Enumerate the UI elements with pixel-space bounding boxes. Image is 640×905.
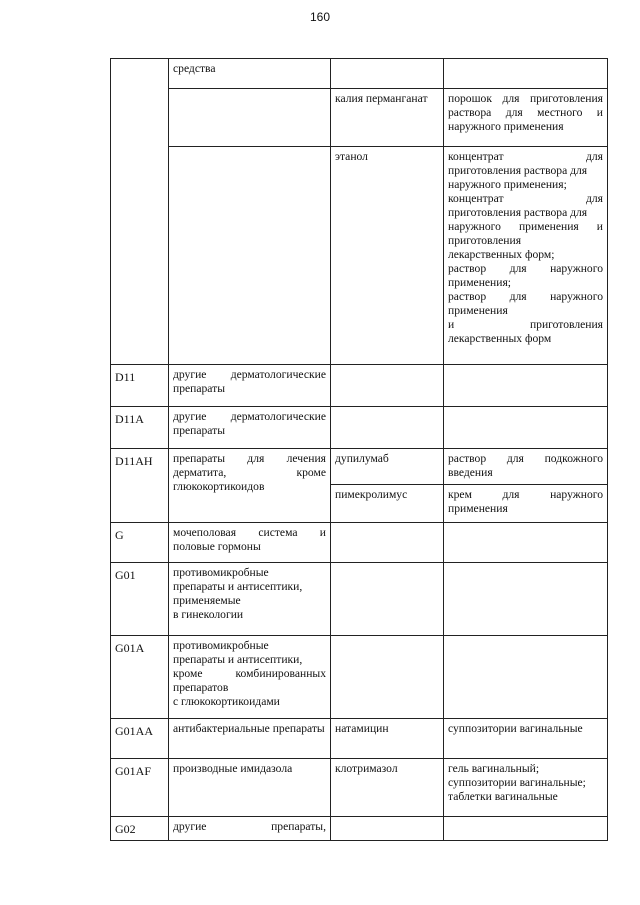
drug-cell bbox=[331, 59, 444, 89]
form-line: раствор для наружного bbox=[448, 262, 603, 275]
form-line: и приготовления bbox=[448, 318, 603, 331]
table-row bbox=[111, 523, 608, 563]
code-cell: G bbox=[111, 523, 169, 563]
form-line: наружного применения и bbox=[448, 220, 603, 233]
form-line: приготовления раствора для bbox=[448, 164, 588, 177]
form-line: применения; bbox=[448, 276, 512, 289]
drug-cell: дупилумаб bbox=[331, 449, 444, 485]
drug-cell bbox=[331, 407, 444, 449]
name-cell: другие дерматологические препараты bbox=[169, 365, 331, 407]
code-cell: G01AA bbox=[111, 719, 169, 759]
drug-cell: этанол bbox=[331, 147, 444, 365]
form-line: лекарственных форм bbox=[448, 332, 552, 345]
name-cell bbox=[169, 89, 331, 147]
name-cell: антибактериальные препараты bbox=[169, 719, 331, 759]
form-cell: раствор для подкожного введения bbox=[444, 449, 608, 485]
name-cell: производные имидазола bbox=[169, 759, 331, 817]
page-number: 160 bbox=[309, 10, 331, 24]
form-cell bbox=[444, 636, 608, 719]
form-line: наружного применения; bbox=[448, 178, 567, 191]
table-row bbox=[111, 59, 608, 89]
form-cell: суппозитории вагинальные bbox=[444, 719, 608, 759]
form-cell: крем для наружного применения bbox=[444, 485, 608, 523]
code-cell: G01AF bbox=[111, 759, 169, 817]
drug-cell bbox=[331, 523, 444, 563]
code-cell: D11 bbox=[111, 365, 169, 407]
drug-cell: натамицин bbox=[331, 719, 444, 759]
drug-cell: пимекролимус bbox=[331, 485, 444, 523]
name-line: в гинекологии bbox=[173, 608, 244, 621]
name-line: противомикробные bbox=[173, 639, 269, 652]
drug-cell bbox=[331, 563, 444, 636]
form-cell bbox=[444, 817, 608, 841]
name-line: препараты и антисептики, bbox=[173, 580, 303, 593]
form-line: приготовления раствора для bbox=[448, 206, 588, 219]
form-cell bbox=[444, 407, 608, 449]
name-cell: мочеполовая система и половые гормоны bbox=[169, 523, 331, 563]
name-cell: другие дерматологические препараты bbox=[169, 407, 331, 449]
table-row bbox=[111, 636, 608, 719]
table-row bbox=[111, 449, 608, 485]
form-cell bbox=[444, 523, 608, 563]
code-cell: D11AH bbox=[111, 449, 169, 523]
table-row bbox=[111, 817, 608, 841]
name-line: препаратов bbox=[173, 681, 229, 694]
drug-cell bbox=[331, 365, 444, 407]
table-row bbox=[111, 563, 608, 636]
code-cell: D11A bbox=[111, 407, 169, 449]
table-row bbox=[111, 719, 608, 759]
form-line: гель вагинальный; bbox=[448, 762, 540, 775]
drug-cell: калия перманганат bbox=[331, 89, 444, 147]
form-line: приготовления bbox=[448, 234, 522, 247]
form-line: раствор для наружного bbox=[448, 290, 603, 303]
table-row bbox=[111, 407, 608, 449]
form-cell bbox=[444, 759, 608, 817]
drug-cell: клотримазол bbox=[331, 759, 444, 817]
code-cell: G01 bbox=[111, 563, 169, 636]
form-cell bbox=[444, 365, 608, 407]
form-line: таблетки вагинальные bbox=[448, 790, 558, 803]
code-cell: G01A bbox=[111, 636, 169, 719]
table-row bbox=[111, 89, 608, 147]
form-cell bbox=[444, 59, 608, 89]
drug-classification-table bbox=[110, 58, 608, 841]
form-cell bbox=[444, 147, 608, 365]
name-line: противомикробные bbox=[173, 566, 269, 579]
table-row bbox=[111, 147, 608, 365]
table-row bbox=[111, 365, 608, 407]
table-row bbox=[111, 759, 608, 817]
name-cell: препараты для лечения дерматита, кроме глюкокортикоидов bbox=[169, 449, 331, 523]
form-line: применения bbox=[448, 304, 508, 317]
form-line: концентрат для bbox=[448, 192, 603, 205]
name-cell: средства bbox=[169, 59, 331, 89]
name-line: с глюкокортикоидами bbox=[173, 695, 280, 708]
name-line: другие препараты, bbox=[173, 820, 326, 833]
code-cell bbox=[111, 59, 169, 365]
form-line: концентрат для bbox=[448, 150, 603, 163]
name-line: кроме комбинированных bbox=[173, 667, 326, 680]
name-cell bbox=[169, 636, 331, 719]
drug-cell bbox=[331, 636, 444, 719]
form-cell bbox=[444, 563, 608, 636]
form-cell: порошок для приготовления раствора для местного и наружного применения bbox=[444, 89, 608, 147]
form-line: суппозитории вагинальные; bbox=[448, 776, 586, 789]
code-cell: G02 bbox=[111, 817, 169, 841]
form-line: лекарственных форм; bbox=[448, 248, 555, 261]
name-cell bbox=[169, 817, 331, 841]
name-line: препараты и антисептики, bbox=[173, 653, 303, 666]
name-cell bbox=[169, 147, 331, 365]
drug-cell bbox=[331, 817, 444, 841]
name-cell bbox=[169, 563, 331, 636]
name-line: применяемые bbox=[173, 594, 241, 607]
